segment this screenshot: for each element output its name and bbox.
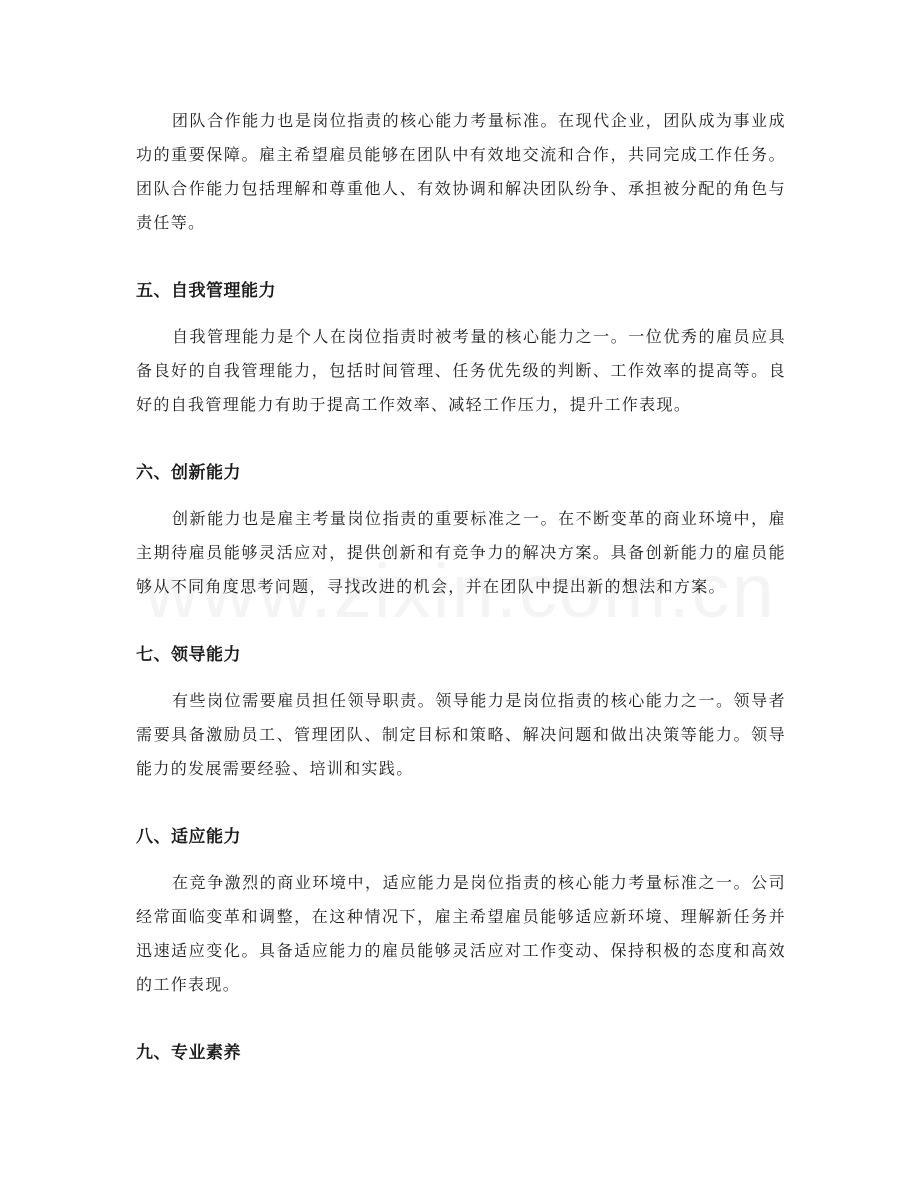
heading-innovation: 六、创新能力 [136,463,241,483]
heading-professionalism: 九、专业素养 [136,1043,241,1063]
paragraph-innovation: 创新能力也是雇主考量岗位指责的重要标准之一。在不断变革的商业环境中，雇主期待雇员能够灵活应对，提供创新和有竞争力的解决方案。具备创新能力的雇员能够从不同角度思考问题，寻找改进的机会，并在团队中提出新的想法和方案。 [136,509,786,596]
heading-self-management: 五、自我管理能力 [136,281,276,301]
document-body [136,104,786,1066]
paragraph-adaptability: 在竞争激烈的商业环境中，适应能力是岗位指责的核心能力考量标准之一。公司经常面临变革和调整，在这种情况下，雇主希望雇员能够适应新环境、理解新任务并迅速适应变化。具备适应能力的雇员能够灵活应对工作变动、保持积极的态度和高效的工作表现。 [136,873,786,994]
paragraph-self-management: 自我管理能力是个人在岗位指责时被考量的核心能力之一。一位优秀的雇员应具备良好的自我管理能力，包括时间管理、任务优先级的判断、工作效率的提高等。良好的自我管理能力有助于提高工作效率、减轻工作压力，提升工作表现。 [136,327,786,414]
heading-leadership: 七、领导能力 [136,645,241,665]
paragraph-leadership: 有些岗位需要雇员担任领导职责。领导能力是岗位指责的核心能力之一。领导者需要具备激励员工、管理团队、制定目标和策略、解决问题和做出决策等能力。领导能力的发展需要经验、培训和实践。 [136,691,786,778]
paragraph-teamwork: 团队合作能力也是岗位指责的核心能力考量标准。在现代企业，团队成为事业成功的重要保障。雇主希望雇员能够在团队中有效地交流和合作，共同完成工作任务。团队合作能力包括理解和尊重他人、有效协调和解决团队纷争、承担被分配的角色与责任等。 [136,111,786,232]
heading-adaptability: 八、适应能力 [136,827,241,847]
